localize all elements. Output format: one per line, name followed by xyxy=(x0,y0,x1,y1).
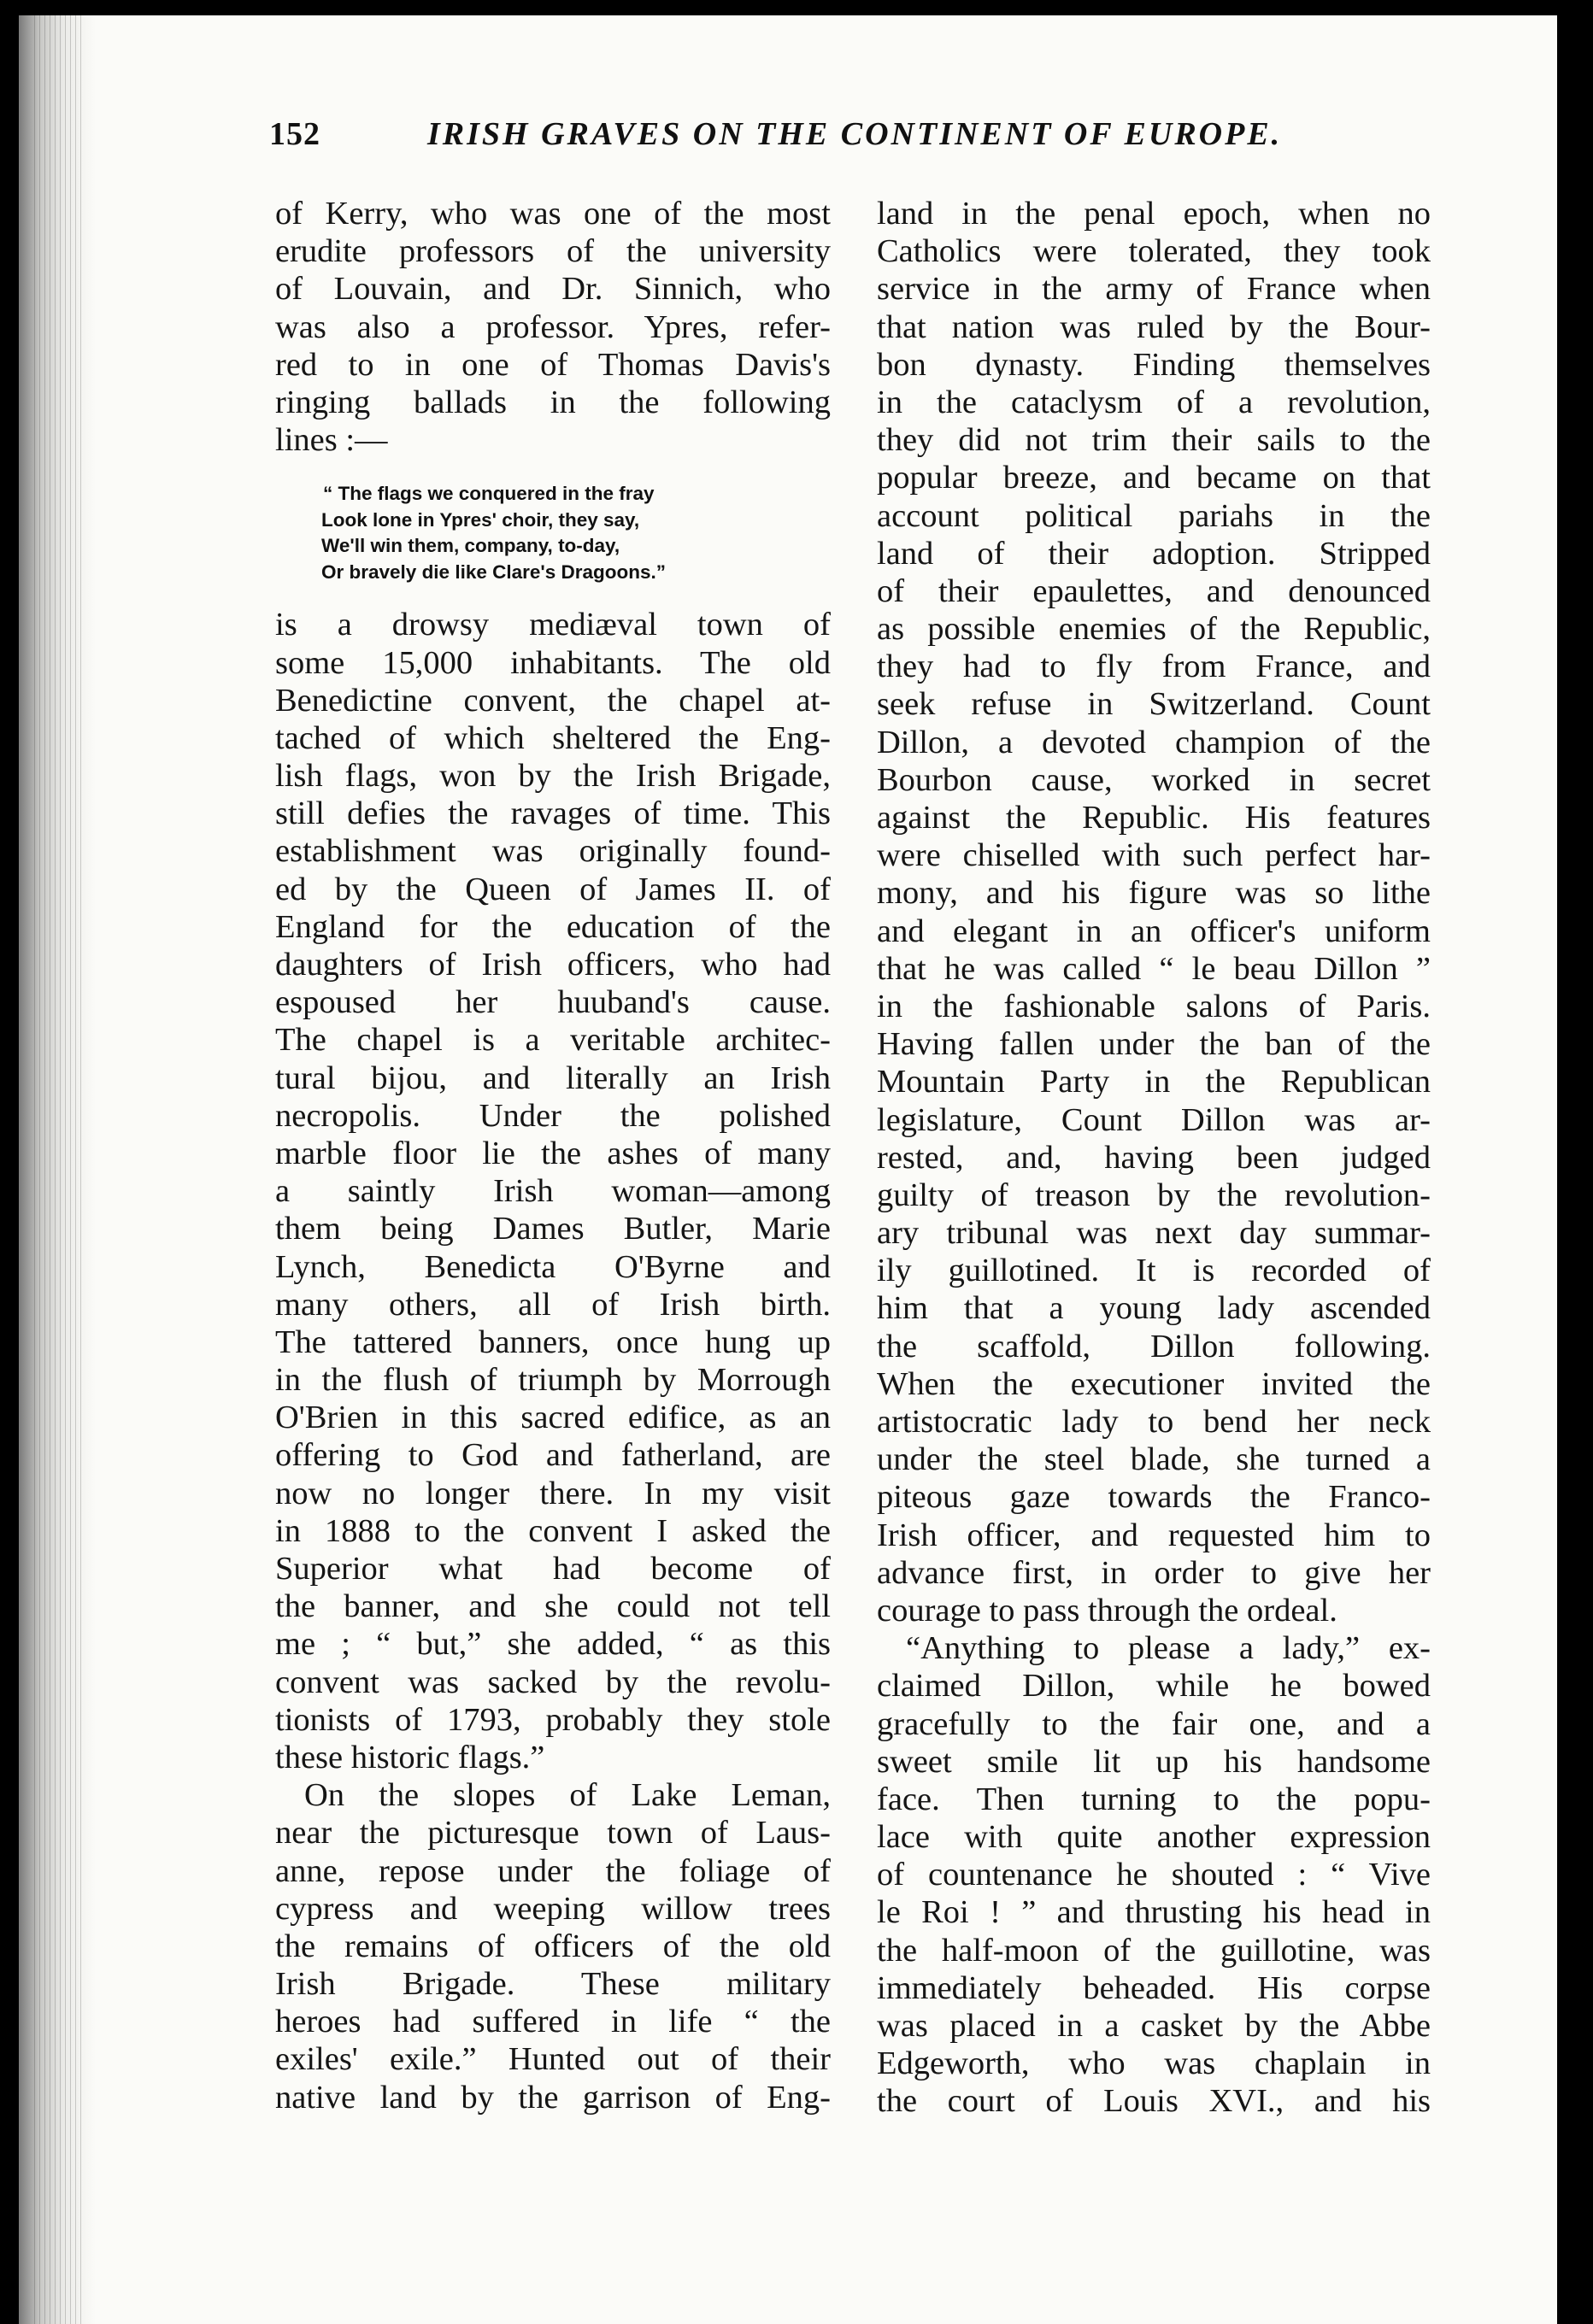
scan-top-border xyxy=(0,0,1593,15)
text-line: offering to God and fatherland, are xyxy=(275,1437,831,1474)
text-line: O'Brien in this sacred edifice, as an xyxy=(275,1400,831,1436)
text-line: Mountain Party in the Republican xyxy=(877,1064,1431,1100)
verse-quote xyxy=(321,481,831,585)
text-line: Dillon, a devoted champion of the xyxy=(877,724,1431,760)
text-line: Superior what had become of xyxy=(275,1551,831,1587)
text-line: exiles' exile.” Hunted out of their xyxy=(275,2041,831,2078)
paragraph-vive-le-roi xyxy=(877,1629,1431,2120)
text-line: the scaffold, Dillon following. xyxy=(877,1328,1431,1364)
text-line: lines :— xyxy=(275,422,388,459)
text-line: claimed Dillon, while he bowed xyxy=(877,1668,1431,1705)
text-line: cypress and weeping willow trees xyxy=(275,1890,831,1927)
text-line: tached of which sheltered the Eng- xyxy=(275,719,831,756)
text-line: these historic flags.” xyxy=(275,1739,545,1775)
text-line: many others, all of Irish birth. xyxy=(275,1286,831,1323)
text-line: Irish officer, and requested him to xyxy=(877,1517,1431,1553)
text-line: The tattered banners, once hung up xyxy=(275,1323,831,1360)
text-line: is a drowsy mediæval town of xyxy=(275,607,831,643)
text-line: On the slopes of Lake Leman, xyxy=(304,1777,831,1814)
paragraph-penal-epoch xyxy=(877,195,1431,1629)
paragraph-intro xyxy=(275,195,831,459)
text-line: ed by the Queen of James II. of xyxy=(275,871,831,907)
text-line: popular breeze, and became on that xyxy=(877,460,1431,496)
text-line: gracefully to the fair one, and a xyxy=(877,1705,1431,1742)
text-line: Having fallen under the ban of the xyxy=(877,1026,1431,1063)
text-line: bon dynasty. Finding themselves xyxy=(877,346,1431,383)
text-line: mony, and his figure was so lithe xyxy=(877,875,1431,912)
text-line: him that a young lady ascended xyxy=(877,1290,1431,1327)
text-line: Benedictine convent, the chapel at- xyxy=(275,682,831,719)
text-line: of their epaulettes, and denounced xyxy=(877,572,1431,609)
gutter-shading xyxy=(34,15,85,2324)
text-line: were chiselled with such perfect har- xyxy=(877,837,1431,874)
paragraph-lake-leman xyxy=(275,1776,831,2116)
page-number: 152 xyxy=(269,116,320,152)
text-line: The chapel is a veritable architec- xyxy=(275,1022,831,1059)
text-line: seek refuse in Switzerland. Count xyxy=(877,686,1431,723)
text-line: of Kerry, who was one of the most xyxy=(275,196,831,232)
text-line: that he was called “ le beau Dillon ” xyxy=(877,950,1431,987)
text-line: marble floor lie the ashes of many xyxy=(275,1135,831,1171)
text-line: still defies the ravages of time. This xyxy=(275,795,831,832)
text-line: against the Republic. His features xyxy=(877,800,1431,836)
text-line: in the flush of triumph by Morrough xyxy=(275,1362,831,1399)
text-line: in the fashionable salons of Paris. xyxy=(877,988,1431,1024)
left-column xyxy=(275,195,831,2116)
text-line: a saintly Irish woman—among xyxy=(275,1173,831,1210)
text-line: erudite professors of the university xyxy=(275,233,831,270)
text-line: of Louvain, and Dr. Sinnich, who xyxy=(275,271,831,308)
text-line: land in the penal epoch, when no xyxy=(877,196,1431,232)
text-line: in 1888 to the convent I asked the xyxy=(275,1512,831,1549)
text-line: me ; “ but,” she added, “ as this xyxy=(275,1626,831,1663)
text-line: tural bijou, and literally an Irish xyxy=(275,1059,831,1096)
text-line: piteous gaze towards the Franco- xyxy=(877,1479,1431,1516)
text-line: immediately beheaded. His corpse xyxy=(877,1969,1431,2006)
text-line: face. Then turning to the popu- xyxy=(877,1781,1431,1817)
text-line: espoused her huuband's cause. xyxy=(275,984,831,1021)
running-title: IRISH GRAVES ON THE CONTINENT OF EUROPE. xyxy=(427,116,1283,152)
text-line: anne, repose under the foliage of xyxy=(275,1852,831,1889)
text-line: under the steel blade, she turned a xyxy=(877,1441,1431,1478)
text-line: ringing ballads in the following xyxy=(275,384,831,420)
text-line: necropolis. Under the polished xyxy=(275,1097,831,1134)
text-line: sweet smile lit up his handsome xyxy=(877,1743,1431,1780)
text-line: red to in one of Thomas Davis's xyxy=(275,346,831,383)
text-line: service in the army of France when xyxy=(877,271,1431,308)
text-line: the court of Louis XVI., and his xyxy=(877,2083,1431,2120)
text-line: them being Dames Butler, Marie xyxy=(275,1211,831,1247)
text-line: Irish Brigade. These military xyxy=(275,1966,831,2003)
text-line: land of their adoption. Stripped xyxy=(877,535,1431,572)
text-line: advance first, in order to give her xyxy=(877,1554,1431,1591)
text-line: near the picturesque town of Laus- xyxy=(275,1815,831,1852)
text-line: “Anything to please a lady,” ex- xyxy=(906,1630,1431,1667)
text-line: convent was sacked by the revolu- xyxy=(275,1664,831,1700)
verse-line: Or bravely die like Clare's Dragoons.” xyxy=(321,560,667,583)
text-line: and elegant in an officer's uniform xyxy=(877,913,1431,949)
text-line: the half-moon of the guillotine, was xyxy=(877,1932,1431,1969)
text-line: le Roi ! ” and thrusting his head in xyxy=(877,1894,1431,1931)
text-line: account political pariahs in the xyxy=(877,497,1431,534)
text-line: tionists of 1793, probably they stole xyxy=(275,1701,831,1738)
text-line: the remains of officers of the old xyxy=(275,1928,831,1964)
right-column xyxy=(877,195,1431,2121)
text-line: daughters of Irish officers, who had xyxy=(275,947,831,983)
text-line: rested, and, having been judged xyxy=(877,1139,1431,1176)
text-line: artistocratic lady to bend her neck xyxy=(877,1404,1431,1440)
text-line: of countenance he shouted : “ Vive xyxy=(877,1857,1431,1893)
text-line: lish flags, won by the Irish Brigade, xyxy=(275,758,831,795)
text-line: ily guillotined. It is recorded of xyxy=(877,1253,1431,1289)
text-line: England for the education of the xyxy=(275,908,831,945)
page-header xyxy=(269,115,1283,167)
text-line: Edgeworth, who was chaplain in xyxy=(877,2045,1431,2082)
text-line: establishment was originally found- xyxy=(275,833,831,870)
text-line: was also a professor. Ypres, refer- xyxy=(275,308,831,345)
text-line: the banner, and she could not tell xyxy=(275,1588,831,1625)
text-line: that nation was ruled by the Bour- xyxy=(877,308,1431,345)
text-line: legislature, Count Dillon was ar- xyxy=(877,1101,1431,1138)
text-line: as possible enemies of the Republic, xyxy=(877,611,1431,648)
text-line: some 15,000 inhabitants. The old xyxy=(275,644,831,681)
verse-line: We'll win them, company, to-day, xyxy=(321,535,620,557)
verse-line: Look lone in Ypres' choir, they say, xyxy=(321,508,640,531)
text-line: native land by the garrison of Eng- xyxy=(275,2079,831,2116)
scan-right-border xyxy=(1557,0,1593,2324)
text-line: Catholics were tolerated, they took xyxy=(877,233,1431,270)
text-line: courage to pass through the ordeal. xyxy=(877,1592,1337,1629)
text-line: guilty of treason by the revolution- xyxy=(877,1177,1431,1213)
text-line: Bourbon cause, worked in secret xyxy=(877,761,1431,798)
text-line: now no longer there. In my visit xyxy=(275,1475,831,1511)
text-line: they did not trim their sails to the xyxy=(877,422,1431,459)
verse-line: “ The flags we conquered in the fray xyxy=(323,483,655,505)
text-line: was placed in a casket by the Abbe xyxy=(877,2008,1431,2044)
text-line: When the executioner invited the xyxy=(877,1365,1431,1402)
text-line: they had to fly from France, and xyxy=(877,648,1431,685)
text-line: Lynch, Benedicta O'Byrne and xyxy=(275,1248,831,1285)
text-line: ary tribunal was next day summar- xyxy=(877,1215,1431,1252)
text-line: heroes had suffered in life “ the xyxy=(275,2004,831,2040)
text-line: in the cataclysm of a revolution, xyxy=(877,384,1431,420)
text-line: lace with quite another expression xyxy=(877,1819,1431,1856)
paragraph-ypres xyxy=(275,606,831,1776)
